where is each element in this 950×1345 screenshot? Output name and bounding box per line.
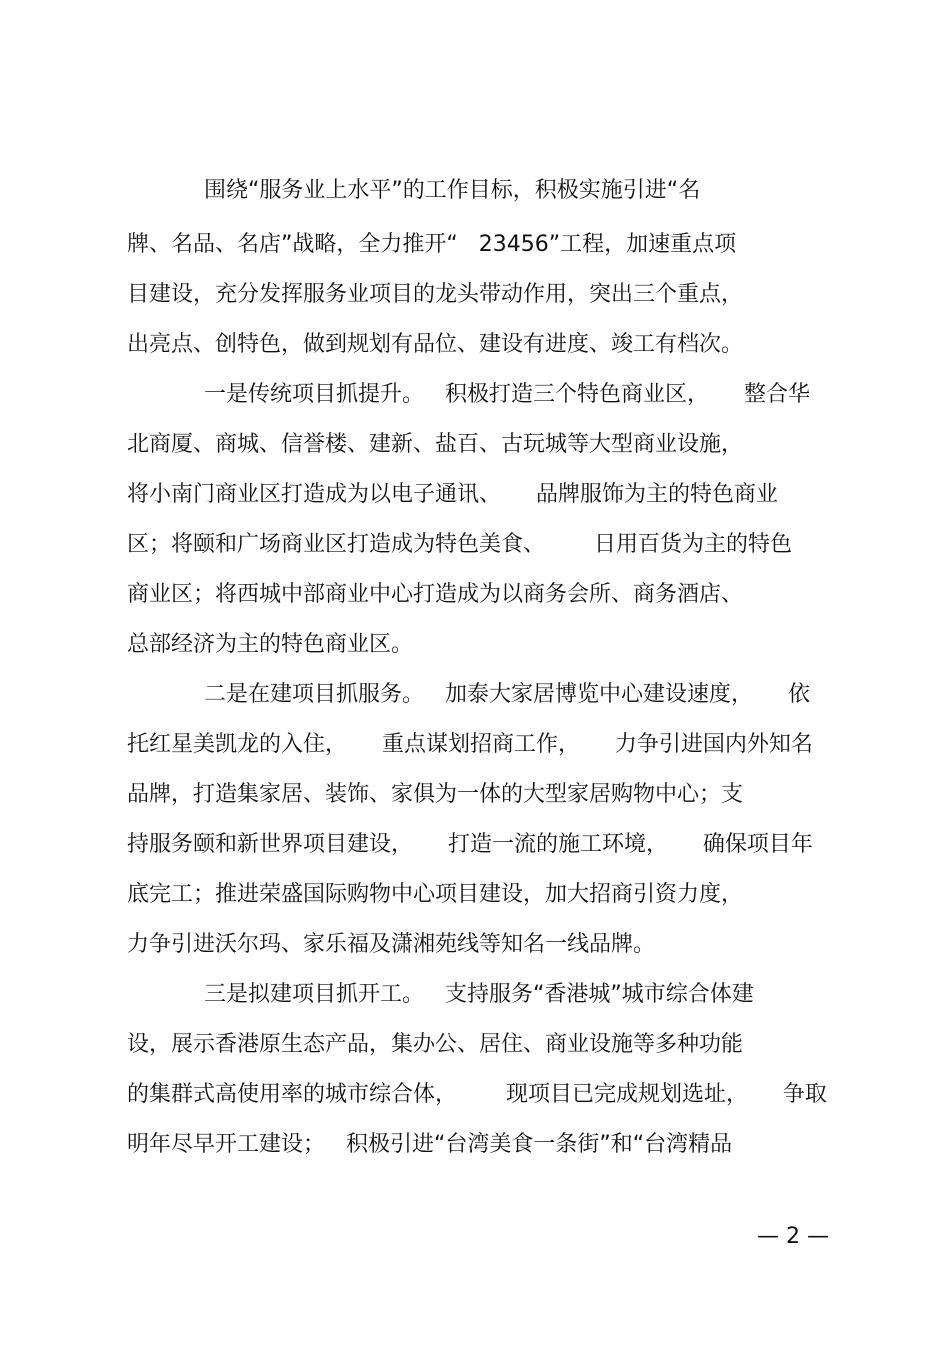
text-line-08: 区；将颐和广场商业区打造成为特色美食、 日用百货为主的特色 [127, 532, 792, 557]
text-line-10: 总部经济为主的特色商业区。 [127, 632, 414, 657]
text-line-07: 将小南门商业区打造成为以电子通讯、 品牌服饰为主的特色商业 [127, 482, 778, 507]
text-line-14: 持服务颐和新世界项目建设， 打造一流的施工环境， 确保项目年 [127, 832, 813, 857]
text-line-12: 托红星美凯龙的入住， 重点谋划招商工作， 力争引进国内外知名 [127, 732, 813, 757]
text-line-02: 牌、名品、名店”战略，全力推开“ 23456”工程，加速重点项 [127, 232, 737, 257]
text-line-18: 设，展示香港原生态产品，集办公、居住、商业设施等多种功能 [127, 1032, 744, 1057]
text-line-01: 围绕“服务业上水平”的工作目标，积极实施引进“名 [204, 178, 701, 203]
text-line-03: 目建设，充分发挥服务业项目的龙头带动作用，突出三个重点， [127, 282, 744, 307]
text-line-13: 品牌，打造集家居、装饰、家俱为一体的大型家居购物中心；支 [127, 782, 744, 807]
page-number: — 2 — [757, 1224, 829, 1249]
text-line-04: 出亮点、创特色，做到规划有品位、建设有进度、竣工有档次。 [127, 332, 744, 357]
text-line-06: 北商厦、商城、信誉楼、建新、盐百、古玩城等大型商业设施， [127, 432, 744, 457]
text-line-17: 三是拟建项目抓开工。 支持服务“香港城”城市综合体建 [204, 982, 754, 1007]
text-line-05: 一是传统项目抓提升。 积极打造三个特色商业区， 整合华 [204, 382, 810, 407]
text-line-16: 力争引进沃尔玛、家乐福及潇湘苑线等知名一线品牌。 [127, 932, 656, 957]
text-line-19: 的集群式高使用率的城市综合体， 现项目已完成规划选址， 争取 [127, 1082, 827, 1107]
text-line-09: 商业区；将西城中部商业中心打造成为以商务会所、商务酒店、 [127, 582, 744, 607]
text-line-11: 二是在建项目抓服务。 加泰大家居博览中心建设速度， 依 [204, 682, 810, 707]
text-line-15: 底完工；推进荣盛国际购物中心项目建设，加大招商引资力度， [127, 882, 744, 907]
text-line-20: 明年尽早开工建设； 积极引进“台湾美食一条街”和“台湾精品 [127, 1132, 733, 1157]
